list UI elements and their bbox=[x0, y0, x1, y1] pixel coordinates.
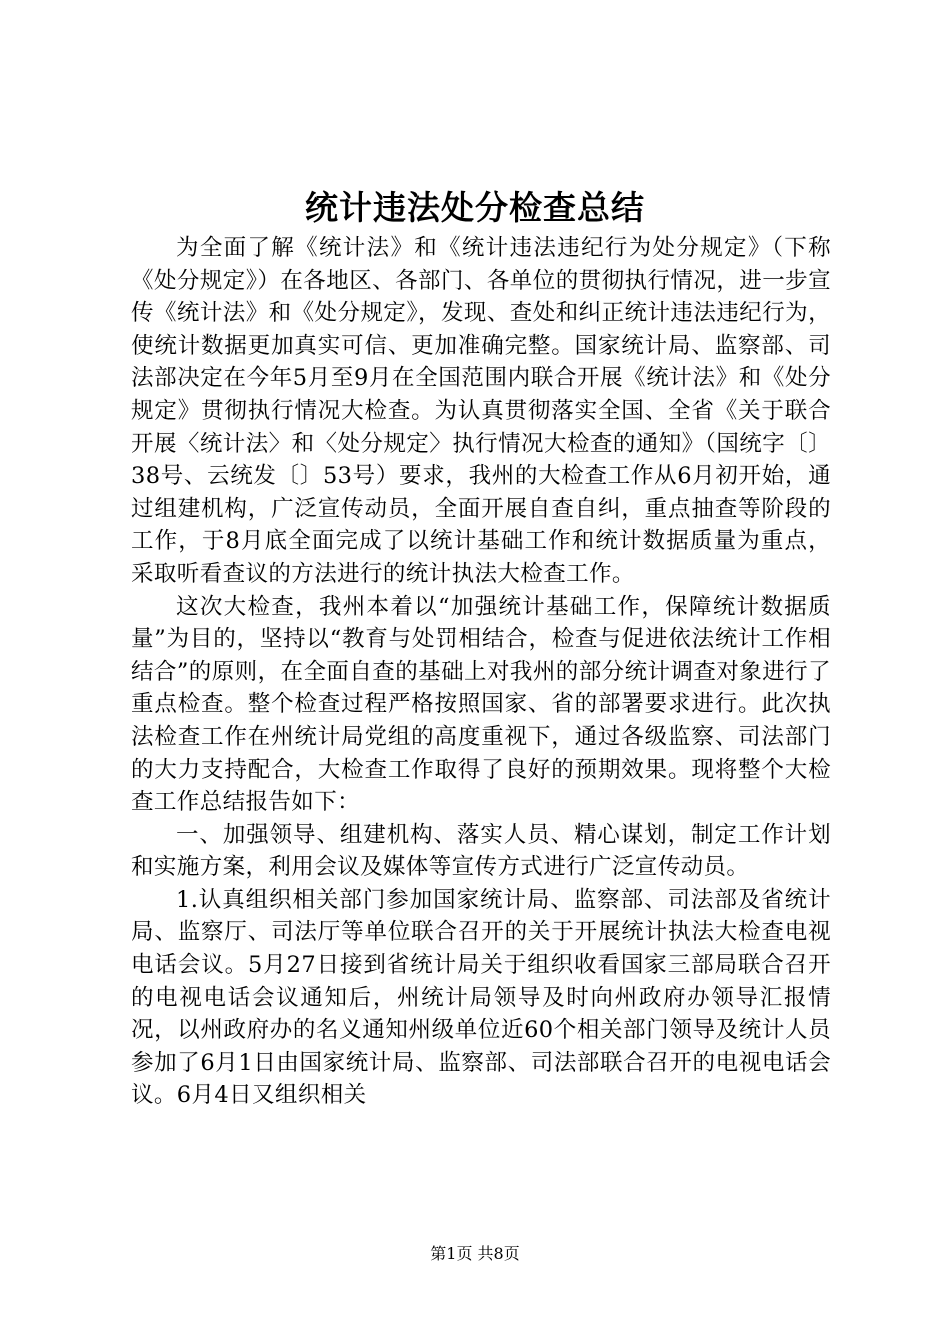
paragraph-intro: 为全面了解《统计法》和《统计违法违纪行为处分规定》（下称《处分规定》）在各地区、各部门、各单位的贯彻执行情况，进一步宣传《统计法》和《处分规定》，发现、查处和纠正统计违法违纪行为，使统计数据更加真实可信、更加准确完整。国家统计局、监察部、司法部决定在今年5月至9月在全国范围内联合开展《统计法》和《处分规定》贯彻执行情况大检查。为认真贯彻落实全国、全省《关于联合开展〈统计法〉和〈处分规定〉执行情况大检查的通知》（国统字〔〕38号、云统发〔〕53号）要求，我州的大检查工作从6月初开始，通过组建机构，广泛宣传动员，全面开展自查自纠，重点抽查等阶段的工作，于8月底全面完成了以统计基础工作和统计数据质量为重点，采取听看查议的方法进行的统计执法大检查工作。 bbox=[131, 235, 831, 587]
page-number-footer: 第1页 共8页 bbox=[430, 1244, 520, 1263]
paragraph-overview: 这次大检查，我州本着以“加强统计基础工作，保障统计数据质量”为目的，坚持以“教育与处罚相结合，检查与促进依法统计工作相结合”的原则，在全面自查的基础上对我州的部分统计调查对象进行了重点检查。整个检查过程严格按照国家、省的部署要求进行。此次执法检查工作在州统计局党组的高度重视下，通过各级监察、司法部门的大力支持配合，大检查工作取得了良好的预期效果。现将整个大检查工作总结报告如下： bbox=[131, 593, 831, 816]
paragraph-item-one: 1.认真组织相关部门参加国家统计局、监察部、司法部及省统计局、监察厅、司法厅等单位联合召开的关于开展统计执法大检查电视电话会议。5月27日接到省统计局关于组织收看国家三部局联合召开的电视电话会议通知后，州统计局领导及时向州政府办领导汇报情况，以州政府办的名义通知州级单位近60个相关部门领导及统计人员参加了6月1日由国家统计局、监察部、司法部联合召开的电视电话会议。6月4日又组织相关 bbox=[131, 886, 831, 1109]
document-body bbox=[131, 232, 831, 1112]
paragraph-section-one-heading: 一、加强领导、组建机构、落实人员、精心谋划，制定工作计划和实施方案，利用会议及媒体等宣传方式进行广泛宣传动员。 bbox=[131, 821, 831, 881]
document-title: 统计违法处分检查总结 bbox=[305, 188, 645, 227]
